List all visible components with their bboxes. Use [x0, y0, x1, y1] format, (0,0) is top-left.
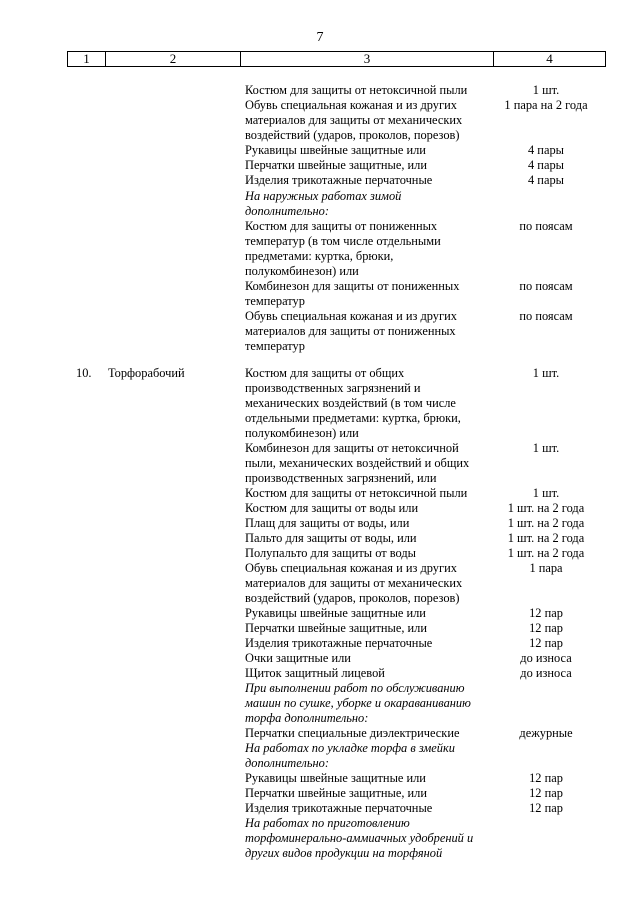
col3-line: дополнительно: [245, 756, 329, 770]
col3-line: На работах по приготовлению [245, 816, 410, 830]
col4-value: 12 пар [529, 606, 563, 620]
col3-line: отдельными предметами: куртка, брюки, [245, 411, 461, 425]
col4-value: 12 пар [529, 786, 563, 800]
col3-line: механических воздействий (в том числе [245, 396, 456, 410]
col3-line: Щиток защитный лицевой [245, 666, 385, 680]
col3-line: полукомбинезон) или [245, 426, 359, 440]
item-number: 10. [76, 366, 92, 380]
col3-line: машин по сушке, уборке и окараваниванию [245, 696, 471, 710]
col4-value: 1 шт. на 2 года [507, 546, 585, 560]
col3-line: предметами: куртка, брюки, [245, 249, 394, 263]
col3-line: температур [245, 339, 305, 353]
col4-value: 4 пары [528, 143, 564, 157]
col3-line: При выполнении работ по обслуживанию [245, 681, 465, 695]
col3-line: Рукавицы швейные защитные или [245, 771, 426, 785]
column-header-3: 3 [241, 52, 494, 67]
column-header-1: 1 [68, 52, 106, 67]
col3-line: Костюм для защиты от нетоксичной пыли [245, 486, 468, 500]
col3-line: Перчатки швейные защитные, или [245, 786, 427, 800]
col3-line: воздействий (ударов, проколов, порезов) [245, 128, 460, 142]
col3-line: других видов продукции на торфяной [245, 846, 443, 860]
col3-line: материалов для защиты от механических [245, 576, 463, 590]
col3-line: Изделия трикотажные перчаточные [245, 636, 433, 650]
col3-line: Перчатки швейные защитные, или [245, 158, 427, 172]
col4-value: 1 шт. [532, 83, 560, 97]
col3-line: торфоминерально-аммиачных удобрений и [245, 831, 474, 845]
col4-value: 12 пар [529, 621, 563, 635]
col4-value: 1 шт. на 2 года [507, 501, 585, 515]
col4-value: по поясам [519, 279, 573, 293]
col3-line: температур [245, 294, 305, 308]
col4-value: 1 шт. на 2 года [507, 531, 585, 545]
col3-line: Перчатки швейные защитные, или [245, 621, 427, 635]
col4-value: 4 пары [528, 173, 564, 187]
col4-value: 1 шт. [532, 441, 560, 455]
col3-line: Костюм для защиты от пониженных [245, 219, 438, 233]
item-title: Торфорабочий [108, 366, 185, 380]
col3-line: Костюм для защиты от нетоксичной пыли [245, 83, 468, 97]
col3-line: Костюм для защиты от общих [245, 366, 405, 380]
col3-line: Обувь специальная кожаная и из других [245, 98, 457, 112]
col3-line: материалов для защиты от пониженных [245, 324, 456, 338]
col3-line: Полупальто для защиты от воды [245, 546, 416, 560]
col3-line: Костюм для защиты от воды или [245, 501, 419, 515]
col4-value: 1 пара на 2 года [504, 98, 588, 112]
col3-line: На наружных работах зимой [245, 189, 402, 203]
col4-value: до износа [520, 666, 572, 680]
col3-line: Изделия трикотажные перчаточные [245, 801, 433, 815]
col4-value: до износа [520, 651, 572, 665]
col3-line: Очки защитные или [245, 651, 351, 665]
col4-value: по поясам [519, 219, 573, 233]
col3-line: Перчатки специальные диэлектрические [245, 726, 460, 740]
col3-line: Изделия трикотажные перчаточные [245, 173, 433, 187]
col4-value: 1 шт. [532, 366, 560, 380]
col3-line: полукомбинезон) или [245, 264, 359, 278]
col4-value: 1 шт. на 2 года [507, 516, 585, 530]
col3-line: производственных загрязнений и [245, 381, 421, 395]
col4-value: 12 пар [529, 636, 563, 650]
col3-line: Плащ для защиты от воды, или [245, 516, 410, 530]
col3-line: дополнительно: [245, 204, 329, 218]
col3-line: производственных загрязнений, или [245, 471, 437, 485]
page-number: 7 [316, 30, 324, 45]
col4-value: по поясам [519, 309, 573, 323]
col4-value: 4 пары [528, 158, 564, 172]
col4-value: 1 пара [529, 561, 563, 575]
column-header-table [67, 51, 606, 67]
col3-line: Обувь специальная кожаная и из других [245, 309, 457, 323]
col3-line: На работах по укладке торфа в змейки [245, 741, 455, 755]
col4-value: дежурные [519, 726, 573, 740]
col3-line: Рукавицы швейные защитные или [245, 143, 426, 157]
column-header-4: 4 [494, 52, 606, 67]
col4-value: 12 пар [529, 771, 563, 785]
col3-line: воздействий (ударов, проколов, порезов) [245, 591, 460, 605]
column-header-2: 2 [106, 52, 241, 67]
col4-value: 12 пар [529, 801, 563, 815]
col3-line: пыли, механических воздействий и общих [245, 456, 470, 470]
col4-value: 1 шт. [532, 486, 560, 500]
col3-line: торфа дополнительно: [245, 711, 369, 725]
col3-line: Комбинезон для защиты от пониженных [245, 279, 460, 293]
col3-line: Рукавицы швейные защитные или [245, 606, 426, 620]
col3-line: Обувь специальная кожаная и из других [245, 561, 457, 575]
col3-line: Пальто для защиты от воды, или [245, 531, 417, 545]
col3-line: температур (в том числе отдельными [245, 234, 441, 248]
col3-line: материалов для защиты от механических [245, 113, 463, 127]
col3-line: Комбинезон для защиты от нетоксичной [245, 441, 459, 455]
